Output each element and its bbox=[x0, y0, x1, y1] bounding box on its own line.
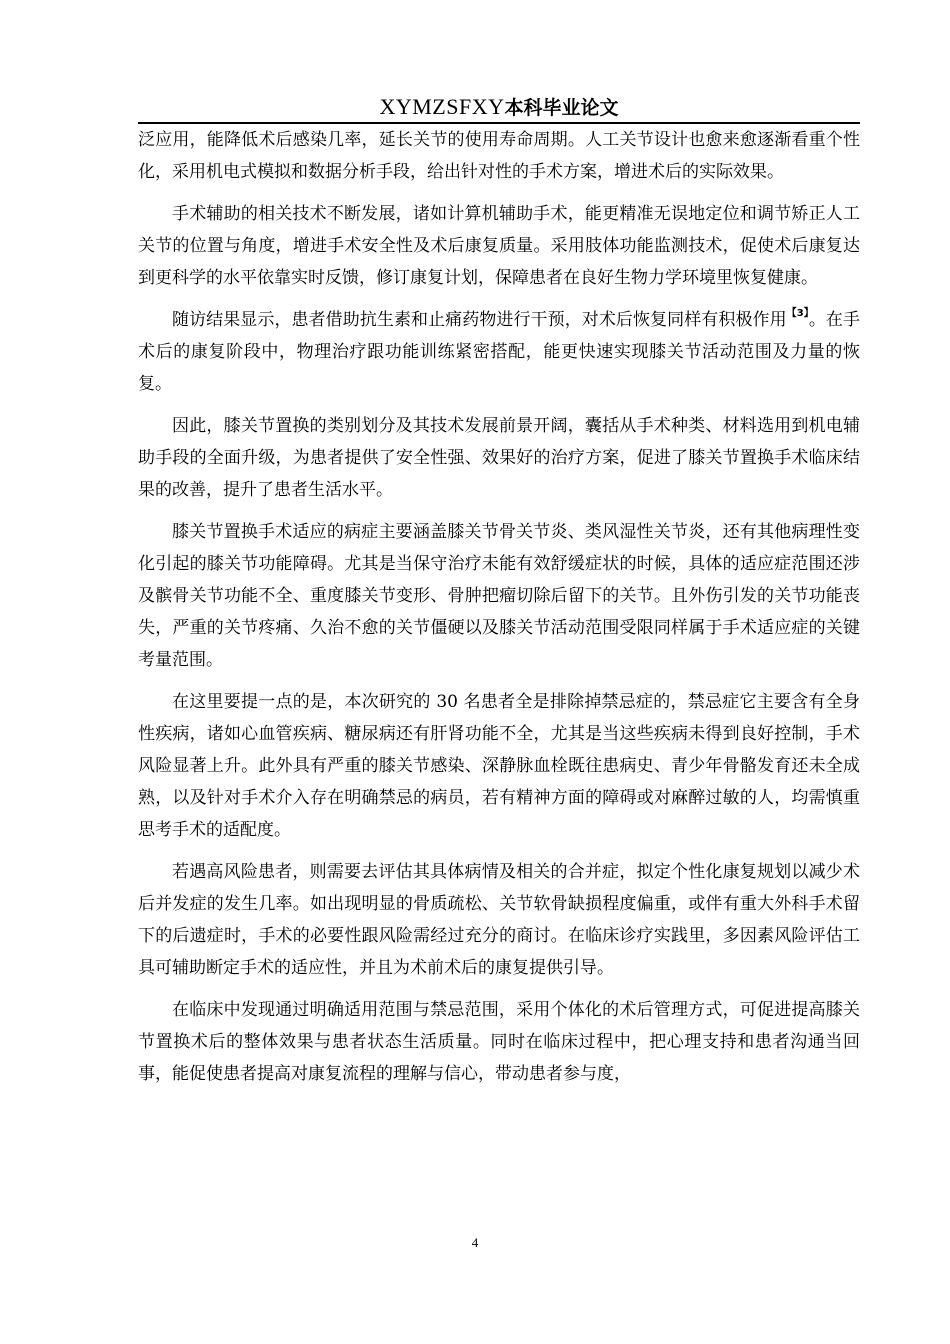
paragraph-follow-up-text-before: 随访结果显示，患者借助抗生素和止痛药物进行干预，对术后恢复同样有积极作用 bbox=[172, 310, 787, 330]
page-header bbox=[138, 92, 860, 122]
paragraph-high-risk: 若遇高风险患者，则需要去评估其具体病情及相关的合并症，拟定个性化康复规划以减少术后并发症的发生几率。如出现明显的骨质疏松、关节软骨缺损程度偏重，或伴有重大外科手术留下的后遗症时，手术的必要性跟风险需经过充分的商讨。在临床诊疗实践里，多因素风险评估工具可辅助断定手术的适应性，并且为术前术后的康复提供引导。 bbox=[138, 862, 860, 978]
paragraph-follow-up bbox=[138, 304, 860, 400]
paragraph-conclusion: 因此，膝关节置换的类别划分及其技术发展前景开阔，囊括从手术种类、材料选用到机电辅助手段的全面升级，为患者提供了安全性强、效果好的治疗方案，促进了膝关节置换手术临床结果的改善，提升了患者生活水平。 bbox=[138, 416, 860, 500]
header-code: XYMZSFXY bbox=[379, 94, 505, 119]
paragraph-follow-up-text-after: 。在手术后的康复阶段中，物理治疗跟功能训练紧密搭配，能更快速实现膝关节活动范围及力量的恢复。 bbox=[138, 310, 861, 394]
paragraph-indications: 膝关节置换手术适应的病症主要涵盖膝关节骨关节炎、类风湿性关节炎，还有其他病理性变化引起的膝关节功能障碍。尤其是当保守治疗未能有效舒缓症状的时候，具体的适应症范围还涉及髌骨关节功能不全、重度膝关节变形、骨肿把瘤切除后留下的关节。且外伤引发的关节功能丧失，严重的关节疼痛、久治不愈的关节僵硬以及膝关节活动范围受限同样属于手术适应症的关键考量范围。 bbox=[138, 522, 860, 670]
page-number: 4 bbox=[471, 1235, 479, 1250]
paragraph-continuation: 泛应用，能降低术后感染几率，延长关节的使用寿命周期。人工关节设计也愈来愈逐渐看重个性化，采用机电式模拟和数据分析手段，给出针对性的手术方案，增进术后的实际效果。 bbox=[138, 130, 860, 182]
citation-ref: 【3】 bbox=[786, 308, 809, 319]
paragraph-clinical: 在临床中发现通过明确适用范围与禁忌范围，采用个体化的术后管理方式，可促进提高膝关节置换术后的整体效果与患者状态生活质量。同时在临床过程中，把心理支持和患者沟通当回事，能促使患者提高对康复流程的理解与信心，带动患者参与度， bbox=[138, 1000, 860, 1084]
header-title: 本科毕业论文 bbox=[504, 97, 619, 119]
paragraph-contraindications: 在这里要提一点的是，本次研究的 30 名患者全是排除掉禁忌症的，禁忌症它主要含有全身性疾病，诸如心血管疾病、糖尿病还有肝肾功能不全，尤其是当这些疾病未得到良好控制，手术风险显著上升。此外具有严重的膝关节感染、深静脉血栓既往患病史、青少年骨骼发育还未全成熟，以及针对手术介入存在明确禁忌的病员，若有精神方面的障碍或对麻醉过敏的人，均需慎重思考手术的适配度。 bbox=[138, 692, 860, 840]
paragraph-surgical-assist: 手术辅助的相关技术不断发展，诸如计算机辅助手术，能更精准无误地定位和调节矫正人工关节的位置与角度，增进手术安全性及术后康复质量。采用肢体功能监测技术，促使术后康复达到更科学的水平依靠实时反馈，修订康复计划，保障患者在良好生物力学环境里恢复健康。 bbox=[138, 204, 860, 288]
body-text bbox=[138, 124, 860, 1090]
